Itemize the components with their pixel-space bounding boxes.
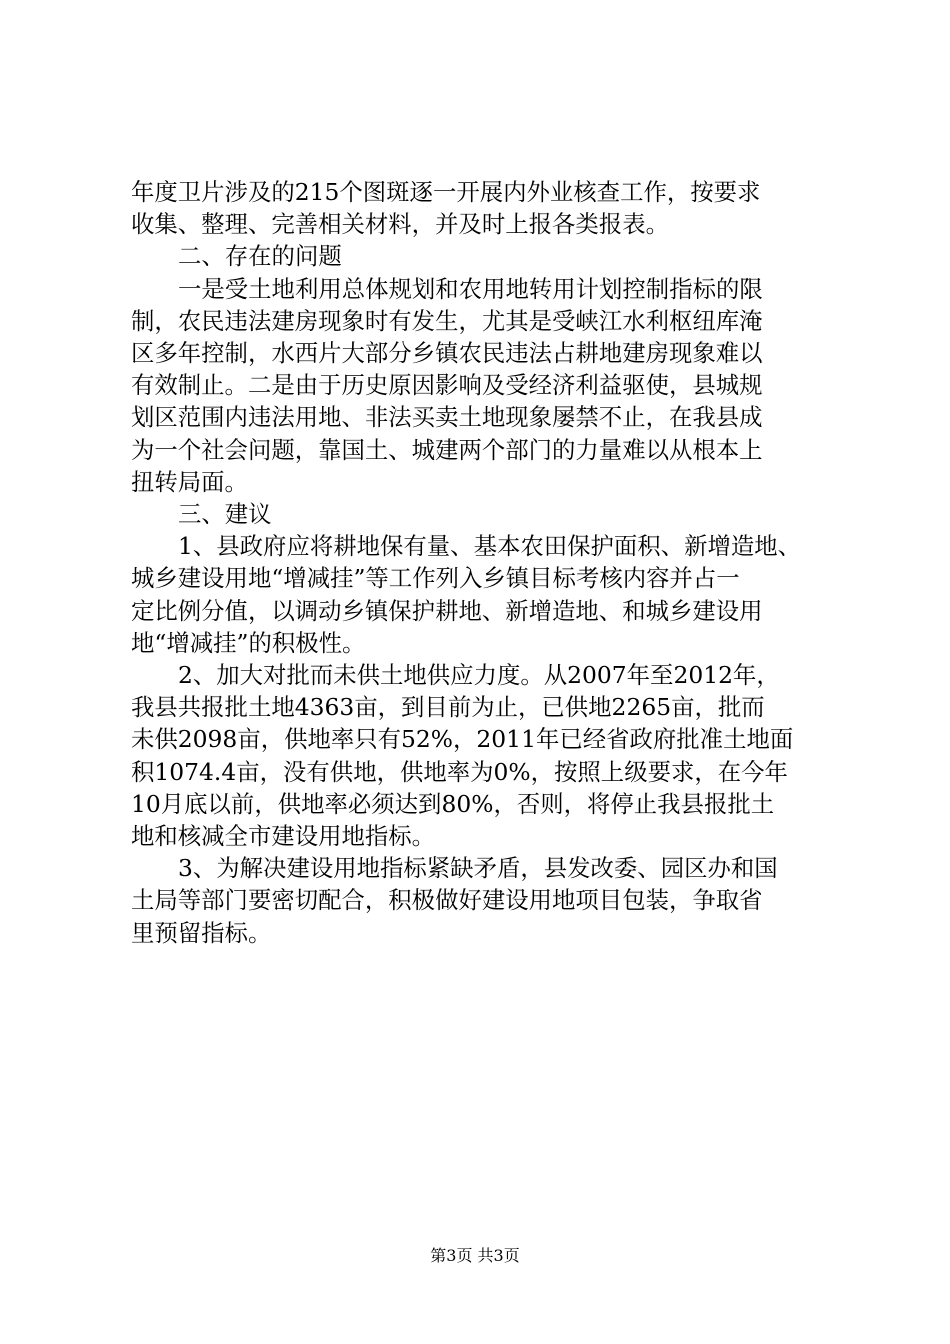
text-line: 区多年控制，水西片大部分乡镇农民违法占耕地建房现象难以 [131, 339, 763, 368]
text-line: 地“增减挂”的积极性。 [131, 628, 366, 657]
text-line: 1、县政府应将耕地保有量、基本农田保护面积、新增造地、 [178, 532, 802, 561]
text-line: 我县共报批土地4363亩，到目前为止，已供地2265亩，批而 [131, 693, 765, 722]
page-number-label: 第3页 共3页 [430, 1246, 520, 1265]
text-line: 定比例分值，以调动乡镇保护耕地、新增造地、和城乡建设用 [131, 596, 763, 625]
text-line: 年度卫片涉及的215个图斑逐一开展内外业核查工作，按要求 [131, 178, 761, 206]
text-line: 为一个社会问题，靠国土、城建两个部门的力量难以从根本上 [131, 435, 763, 464]
text-line: 未供2098亩，供地率只有52%，2011年已经省政府批准土地面 [131, 725, 794, 754]
document-body [131, 176, 831, 949]
text-line: 地和核减全市建设用地指标。 [131, 822, 436, 851]
text-line: 划区范围内违法用地、非法买卖土地现象屡禁不止，在我县成 [131, 403, 763, 432]
text-line: 10月底以前，供地率必须达到80%，否则，将停止我县报批土 [131, 789, 775, 818]
text-line: 里预留指标。 [131, 918, 272, 947]
page-footer [0, 1246, 950, 1266]
text-line: 有效制止。二是由于历史原因影响及受经济利益驱使，县城规 [131, 371, 763, 400]
text-line: 3、为解决建设用地指标紧缺矛盾，县发改委、园区办和国 [178, 854, 778, 883]
section-heading: 二、存在的问题 [178, 242, 342, 271]
text-line: 积1074.4亩，没有供地，供地率为0%，按照上级要求，在今年 [131, 757, 788, 786]
text-line: 2、加大对批而未供土地供应力度。从2007年至2012年， [178, 661, 780, 690]
text-line: 收集、整理、完善相关材料，并及时上报各类报表。 [131, 210, 669, 239]
text-line: 一是受土地利用总体规划和农用地转用计划控制指标的限 [178, 274, 763, 303]
text-line: 扭转局面。 [131, 467, 248, 496]
text-line: 城乡建设用地“增减挂”等工作列入乡镇目标考核内容并占一 [131, 564, 740, 593]
text-line: 土局等部门要密切配合，积极做好建设用地项目包装，争取省 [131, 886, 763, 915]
text-line: 制，农民违法建房现象时有发生，尤其是受峡江水利枢纽库淹 [131, 306, 763, 335]
section-heading: 三、建议 [178, 500, 272, 529]
